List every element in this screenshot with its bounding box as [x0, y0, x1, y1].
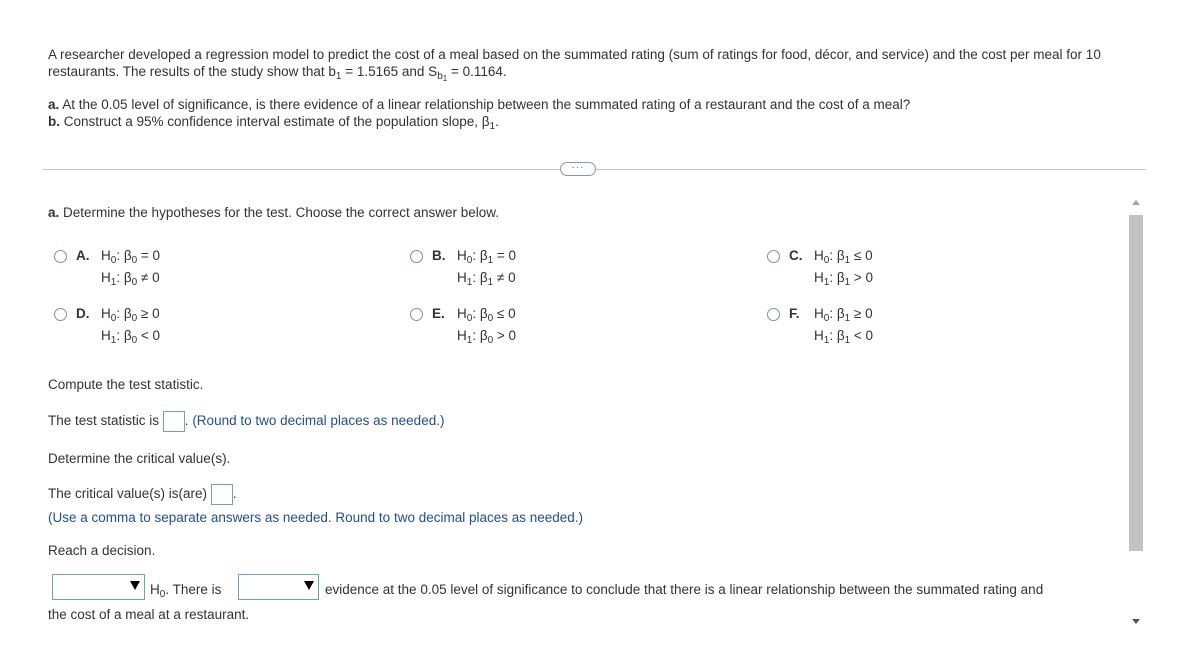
compute-heading: Compute the test statistic. [48, 377, 204, 392]
problem-intro: A researcher developed a regression model to predict the cost of a meal based on the summated rating (sum of ratings for food, décor, and service) and the cost per meal for 10 restaurants. The results of the study show that $b_1 = 1.5165$ and $S_{b_1} = 0.1164$. [48, 47, 1101, 83]
chevron-down-icon [304, 581, 314, 590]
option-letter: A. [76, 248, 90, 263]
evidence-dropdown[interactable] [238, 574, 319, 600]
option-h0: $H_0$: $\beta_0 \ge 0$ [101, 306, 160, 324]
option-h1: $H_1$: $\beta_0 < 0$ [101, 328, 161, 346]
critical-value-row [48, 484, 237, 505]
option-h1: $H_1$: $\beta_1 < 0$ [814, 328, 874, 346]
critical-value-label: The critical value(s) is(are) [48, 486, 211, 502]
option-h0: $H_0$: $\beta_0 \le 0$ [457, 306, 516, 324]
part-b: b. Construct a 95% confidence interval estimate of the population slope, $\beta_1$. [48, 114, 499, 132]
test-statistic-row [48, 411, 444, 432]
critical-value-hint: (Use a comma to separate answers as needed. Round to two decimal places as needed.) [48, 510, 584, 525]
show-more-button[interactable]: ··· [560, 162, 596, 176]
chevron-down-icon [130, 581, 140, 590]
stat-suffix: . [184, 413, 193, 429]
decision-h0: $H_0$. There is [150, 582, 222, 600]
scroll-up-icon[interactable] [1132, 200, 1140, 205]
scrollbar-thumb[interactable] [1129, 215, 1143, 551]
test-statistic-hint: (Round to two decimal places as needed.) [192, 413, 445, 429]
critical-value-input[interactable] [211, 484, 233, 505]
critical-heading: Determine the critical value(s). [48, 451, 231, 466]
option-h1: $H_1$: $\beta_0 \ne 0$ [101, 270, 160, 288]
radio-c[interactable] [767, 250, 780, 263]
radio-e[interactable] [410, 308, 423, 321]
scroll-down-icon[interactable] [1132, 619, 1140, 624]
option-letter: F. [789, 306, 800, 321]
decision-line2: the cost of a meal at a restaurant. [48, 607, 250, 622]
test-statistic-label: The test statistic is [48, 413, 163, 429]
option-letter: C. [789, 248, 803, 263]
question-prompt: a. Determine the hypotheses for the test. Choose the correct answer below. [48, 205, 499, 220]
option-h0: $H_0$: $\beta_0 = 0$ [101, 248, 161, 266]
option-h1: $H_1$: $\beta_1 \ne 0$ [457, 270, 516, 288]
decision-heading: Reach a decision. [48, 543, 156, 558]
critical-suffix: . [232, 486, 237, 502]
option-letter: B. [432, 248, 446, 263]
option-h1: $H_1$: $\beta_0 > 0$ [457, 328, 517, 346]
test-statistic-input[interactable] [163, 411, 185, 432]
reject-decision-dropdown[interactable] [52, 574, 145, 600]
option-h0: $H_0$: $\beta_1 \le 0$ [814, 248, 873, 266]
radio-d[interactable] [54, 308, 67, 321]
option-letter: E. [432, 306, 445, 321]
option-h1: $H_1$: $\beta_1 > 0$ [814, 270, 874, 288]
part-a: a. At the 0.05 level of significance, is there evidence of a linear relationship between the summated rating of a restaurant and the cost of a meal? [48, 97, 911, 112]
radio-a[interactable] [54, 250, 67, 263]
problem-statement [48, 46, 1143, 83]
option-h0: $H_0$: $\beta_1 = 0$ [457, 248, 517, 266]
radio-f[interactable] [767, 308, 780, 321]
decision-evidence-text: evidence at the 0.05 level of significance to conclude that there is a linear relationship between the summated rating and [325, 582, 1044, 597]
option-h0: $H_0$: $\beta_1 \ge 0$ [814, 306, 873, 324]
radio-b[interactable] [410, 250, 423, 263]
option-letter: D. [76, 306, 90, 321]
problem-parts [48, 96, 910, 130]
vertical-scrollbar[interactable] [1127, 195, 1145, 635]
